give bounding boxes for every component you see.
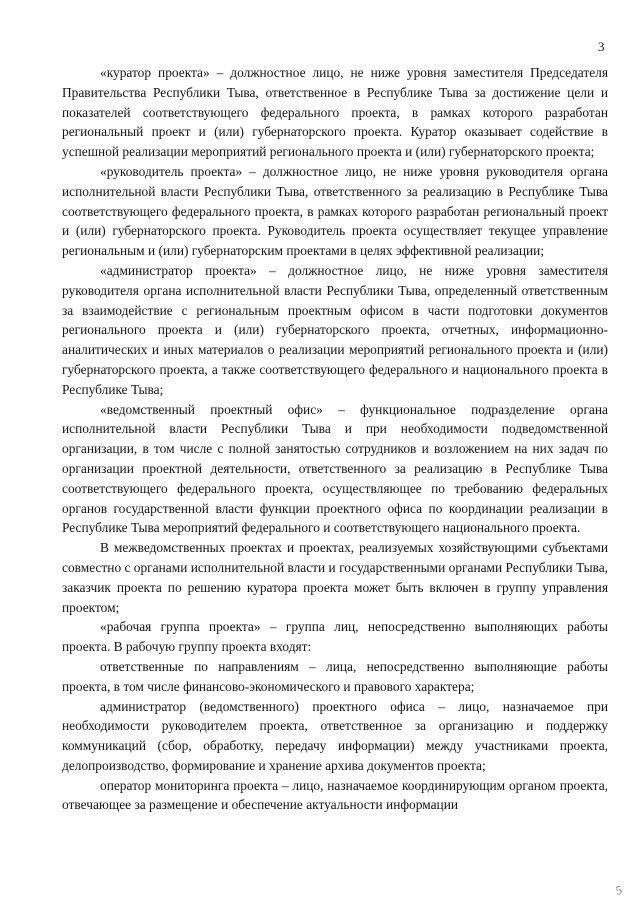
paragraph-project-head-definition: «руководитель проекта» – должностное лицо, не ниже уровня руководителя органа исполнительной власти Республики Тыва, ответственного за реализацию в Республике Тыва соответствующего федерального проекта, в рамках которого разработан региональный проект и (или) губернаторского проекта. Руководитель проекта осуществляет текущее управление региональным и (или) губернаторским проектами в целях эффективной реализации; (62, 163, 608, 259)
paragraph-project-administrator-definition: «администратор проекта» – должностное лицо, не ниже уровня заместителя руководителя органа исполнительной власти Республики Тыва, определенный ответственным за взаимодействие с региональным проектным офисом в части подготовки документов регионального проекта и (или) губернаторского проекта, отчетных, информационно-аналитических и иных материалов о реализации мероприятий регионального проекта и (или) губернаторского проекта, а также соответствующего федерального и национального проекта в Республике Тыва; (62, 262, 608, 397)
paragraph-office-administrator: администратор (ведомственного) проектного офиса – лицо, назначаемое при необходимости руководителем проекта, ответственное за организацию и поддержку коммуникаций (сбор, обработку, передачу информации) между участниками проекта, делопроизводство, формирование и хранение архива документов проекта; (62, 698, 608, 773)
paragraph-working-group-definition: «рабочая группа проекта» – группа лиц, непосредственно выполняющих работы проекта. В рабочую группу проекта входят: (62, 619, 608, 655)
document-body (62, 63, 608, 815)
paragraph-interdepartmental-projects: В межведомственных проектах и проектах, реализуемых хозяйствующими субъектами совместно с органами исполнительной власти и государственными органами Республики Тыва, заказчик проекта по решению куратора проекта может быть включен в группу управления проектом; (62, 540, 609, 615)
paragraph-monitoring-operator: оператор мониторинга проекта – лицо, назначаемое координирующим органом проекта, отвечающее за размещение и обеспечение актуальности информации (62, 777, 608, 813)
handwritten-page-mark: 5 (613, 882, 625, 898)
paragraph-curator-definition: «куратор проекта» – должностное лицо, не ниже уровня заместителя Председателя Правительства Республики Тыва, ответственное в Республике Тыва за достижение цели и показателей соответствующего федерального проекта, в рамках которого разработан региональный проект и (или) губернаторского проекта. Куратор оказывает содействие в успешной реализации мероприятий регионального проекта и (или) губернаторского проекта; (62, 65, 608, 160)
paragraph-responsible-persons: ответственные по направлениям – лица, непосредственно выполняющие работы проекта, в том числе финансово-экономического и правового характера; (62, 658, 608, 694)
page-number: 3 (598, 39, 605, 54)
paragraph-departmental-office-definition: «ведомственный проектный офис» – функциональное подразделение органа исполнительной власти Республики Тыва и при необходимости подведомственной организации, в том числе с полной занятостью сотрудников и возложением на них задач по организации проектной деятельности, ответственного за реализацию в Республике Тыва соответствующего федерального проекта, осуществляющее по требованию федеральных органов государственной власти функции проектного офиса по координации реализации в Республике Тыва мероприятий федерального и соответствующего национального проекта. (62, 401, 608, 536)
